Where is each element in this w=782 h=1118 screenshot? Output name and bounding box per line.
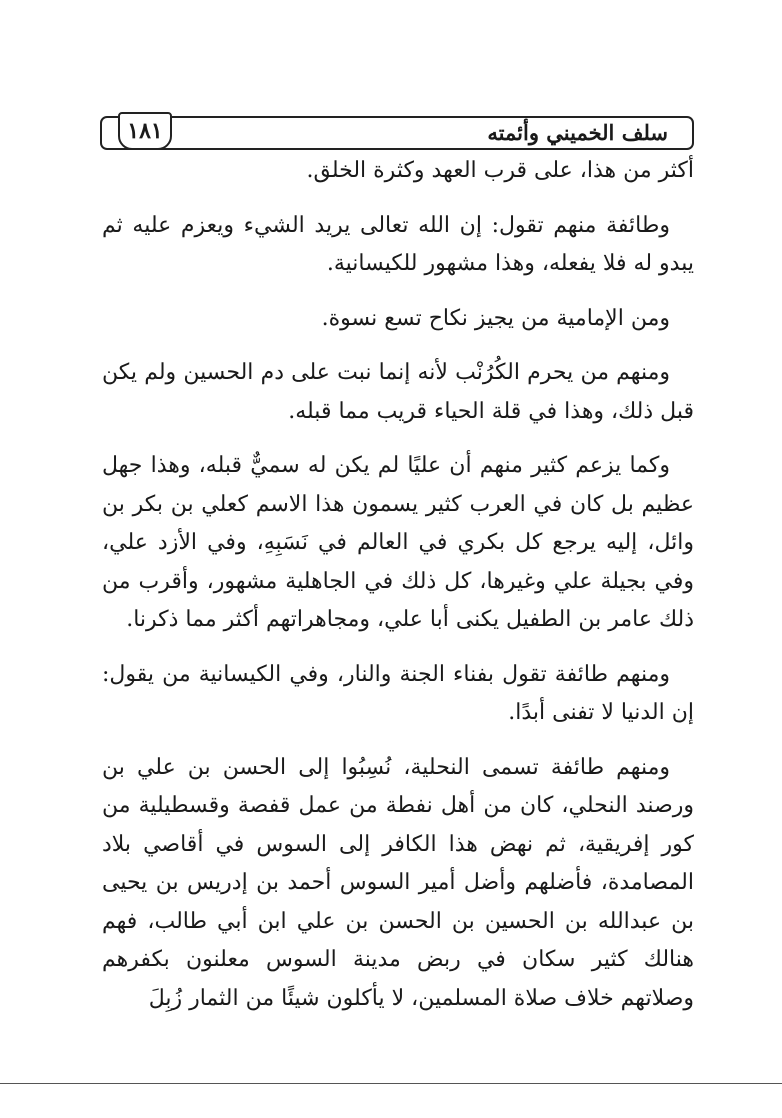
paragraph-4: ومنهم من يحرم الكُرُنْب لأنه إنما نبت على دم الحسين ولم يكن قبل ذلك، وهذا في قلة الحياء قريب مما قبله. (102, 360, 694, 424)
paragraph-1: أكثر من هذا، على قرب العهد وكثرة الخلق. (306, 158, 694, 183)
page-number: ١٨١ (118, 112, 172, 150)
bottom-rule (0, 1083, 782, 1084)
paragraph-7: ومنهم طائفة تسمى النحلية، نُسِبُوا إلى الحسن بن علي بن ورصند النحلي، كان من أهل نفطة من عمل قفصة وقسطيلية من كور إفريقية، ثم نهض هذا الكافر إلى السوس في أقاصي بلاد المصامدة، فأضلهم وأضل أمير السوس أحمد بن إدريس بن يحيى بن عبدالله بن الحسين بن الحسن بن علي ابن أبي طالب، فهم هنالك كثير سكان في ربض مدينة السوس معلنون بكفرهم وصلاتهم خلاف صلاة المسلمين، لا يأكلون شيئًا من الثمار زُبِلَ (102, 754, 694, 1011)
paragraph-3: ومن الإمامية من يجيز نكاح تسع نسوة. (321, 305, 670, 331)
running-header (100, 116, 694, 150)
page-body (102, 152, 694, 1034)
paragraph-2: وطائفة منهم تقول: إن الله تعالى يريد الشيء ويعزم عليه ثم يبدو له فلا يفعله، وهذا مشهور للكيسانية. (102, 212, 694, 276)
book-title: سلف الخميني وأئمته (483, 120, 672, 145)
paragraph-5: وكما يزعم كثير منهم أن عليًا لم يكن له سميٌّ قبله، وهذا جهل عظيم بل كان في العرب كثير يسمون هذا الاسم كعلي بن بكر بن وائل، إليه يرجع كل بكري في العالم في نَسَبِهِ، وفي الأزد علي، وفي بجيلة علي وغيرها، كل ذلك في الجاهلية مشهور، وأقرب من ذلك عامر بن الطفيل يكنى أبا علي، ومجاهراتهم أكثر مما ذكرنا. (102, 453, 694, 632)
paragraph-6: ومنهم طائفة تقول بفناء الجنة والنار، وفي الكيسانية من يقول: إن الدنيا لا تفنى أبدًا. (102, 661, 694, 725)
